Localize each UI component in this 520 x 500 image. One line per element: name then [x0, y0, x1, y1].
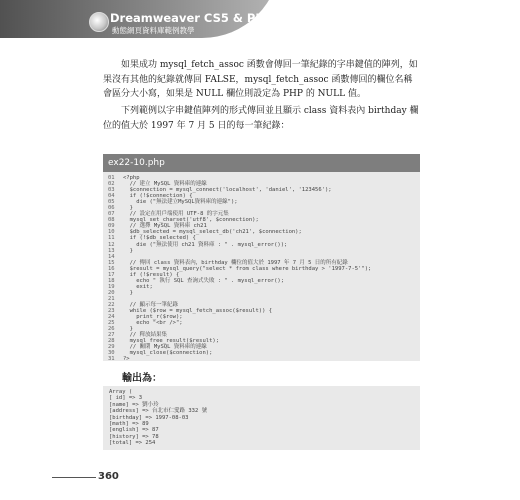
paragraph-1: [103, 58, 421, 102]
code-text: ?>: [123, 356, 130, 363]
line-number: 10: [108, 229, 115, 236]
line-number: 26: [108, 326, 115, 333]
line-number: 13: [108, 247, 115, 254]
line-number: 25: [108, 320, 115, 327]
code-text: // 設定在用戶端使用 UTF-8 的字元集: [123, 211, 229, 218]
line-number: 29: [108, 344, 115, 351]
code-text: }: [123, 289, 133, 296]
output-line: Array (: [109, 389, 133, 395]
code-text: // 建立 MySQL 資料庫的連線: [123, 181, 207, 188]
code-text: }: [123, 205, 133, 212]
code-text: mysql_set_charset('utf8', $connection);: [123, 217, 259, 224]
page-number: 360: [98, 471, 119, 482]
output-listing: [103, 386, 420, 450]
output-line: [birthday] => 1997-08-03: [109, 414, 189, 421]
code-filename: ex22-10.php: [103, 154, 420, 172]
line-number: 20: [108, 289, 115, 296]
output-line: [name] => 劉小玲: [109, 401, 159, 408]
output-line: [address] => 台北市仁愛路 332 號: [109, 408, 208, 415]
page-header: [0, 0, 520, 50]
code-text: // 釋放結果集: [123, 332, 168, 339]
output-line: [ id] => 3: [109, 395, 143, 402]
code-text: $result = mysql_query("select * from class where birthday > '1997-7-5'");: [123, 265, 372, 272]
code-text: die ("無法建立MySQL資料庫的連線");: [123, 199, 238, 206]
line-number: 04: [108, 193, 115, 200]
output-line: [english] => 87: [109, 427, 159, 434]
line-number: 23: [108, 308, 115, 315]
code-text: $db_selected = mysql_select_db('ch21', $connection);: [123, 229, 302, 236]
line-number: 09: [108, 223, 115, 230]
line-number: 03: [108, 187, 115, 194]
paragraph-2-text: 下列範例以字串鍵值陣列的形式傳回並且顯示 class 資料表內 birthday 欄位的值大於 1997 年 7 月 5 日的每一筆紀錄：: [103, 106, 419, 131]
line-number: 22: [108, 301, 115, 308]
book-title: Dreamweaver CS5 & PHP: [110, 11, 274, 25]
output-heading: 輸出為：: [122, 373, 162, 384]
output-line: [total] => 254: [109, 440, 156, 447]
line-number: 15: [108, 259, 115, 266]
code-text: echo "<br />";: [123, 320, 183, 327]
code-text: }: [123, 247, 133, 254]
book-subtitle: 動態網頁資料庫範例教學: [112, 26, 195, 35]
line-number: 19: [108, 283, 115, 290]
code-text: die ("無法使用 ch21 資料庫 : " . mysql_error());: [123, 241, 288, 248]
footer-rule: [52, 477, 96, 478]
line-number: 31: [108, 356, 115, 363]
disc-icon: [89, 12, 109, 32]
code-text: // 顯示每一筆紀錄: [123, 301, 179, 308]
code-text: while ($row = mysql_fetch_assoc($result)) {: [123, 308, 273, 315]
line-number: 12: [108, 241, 115, 248]
code-text: mysql_free_result($result);: [123, 338, 220, 345]
code-text: if (!$db_selected) {: [123, 235, 196, 242]
code-listing: [103, 154, 420, 361]
line-number: 18: [108, 277, 115, 284]
code-text: $connection = mysql_connect('localhost', 'daniel', '123456');: [123, 187, 332, 194]
code-text: exit;: [123, 283, 153, 290]
line-number: 07: [108, 211, 115, 218]
output-line: [history] => 78: [109, 433, 159, 440]
line-number: 14: [108, 253, 115, 260]
code-text: if (!$result) {: [123, 271, 180, 278]
line-number: 30: [108, 350, 115, 357]
line-number: 01: [108, 175, 115, 181]
line-number: 21: [108, 295, 115, 302]
code-text: print_r($row);: [123, 314, 183, 321]
line-number: 24: [108, 314, 115, 321]
code-text: }: [123, 326, 133, 333]
line-number: 17: [108, 271, 115, 278]
line-number: 02: [108, 181, 115, 188]
output-line: [math] => 89: [109, 421, 149, 428]
code-body: [103, 172, 420, 362]
line-number: 05: [108, 199, 115, 206]
line-number: 28: [108, 338, 115, 345]
code-text: <?php: [123, 175, 140, 181]
paragraph-2: [103, 104, 421, 133]
line-number: 08: [108, 217, 115, 224]
code-line: [108, 356, 420, 362]
code-text: // 選擇 MySQL 資料庫 ch21: [123, 223, 207, 230]
line-number: 06: [108, 205, 115, 212]
code-text: // 關閉 MySQL 資料庫的連線: [123, 344, 207, 351]
line-number: 16: [108, 265, 115, 272]
line-number: 27: [108, 332, 115, 339]
code-text: mysql_close($connection);: [123, 350, 213, 357]
line-number: 11: [108, 235, 115, 242]
code-text: if (!$connection) {: [123, 193, 193, 200]
code-text: echo " 執行 SQL 查詢式失敗 : " . mysql_error();: [123, 277, 285, 284]
paragraph-1-text: 如果成功 mysql_fetch_assoc 函數會傳回一筆紀錄的字串鍵值的陣列，如果沒有其他的紀錄就傳回 FALSE，mysql_fetch_assoc 函數傳回的欄位名稱會區分大小寫，如果是 NULL 欄位則設定為 PHP 的 NULL 值。: [103, 60, 418, 99]
code-text: // 傳回 class 資料表內，birthday 欄位的值大於 1997 年 7 月 5 日的所有紀錄: [123, 259, 348, 266]
